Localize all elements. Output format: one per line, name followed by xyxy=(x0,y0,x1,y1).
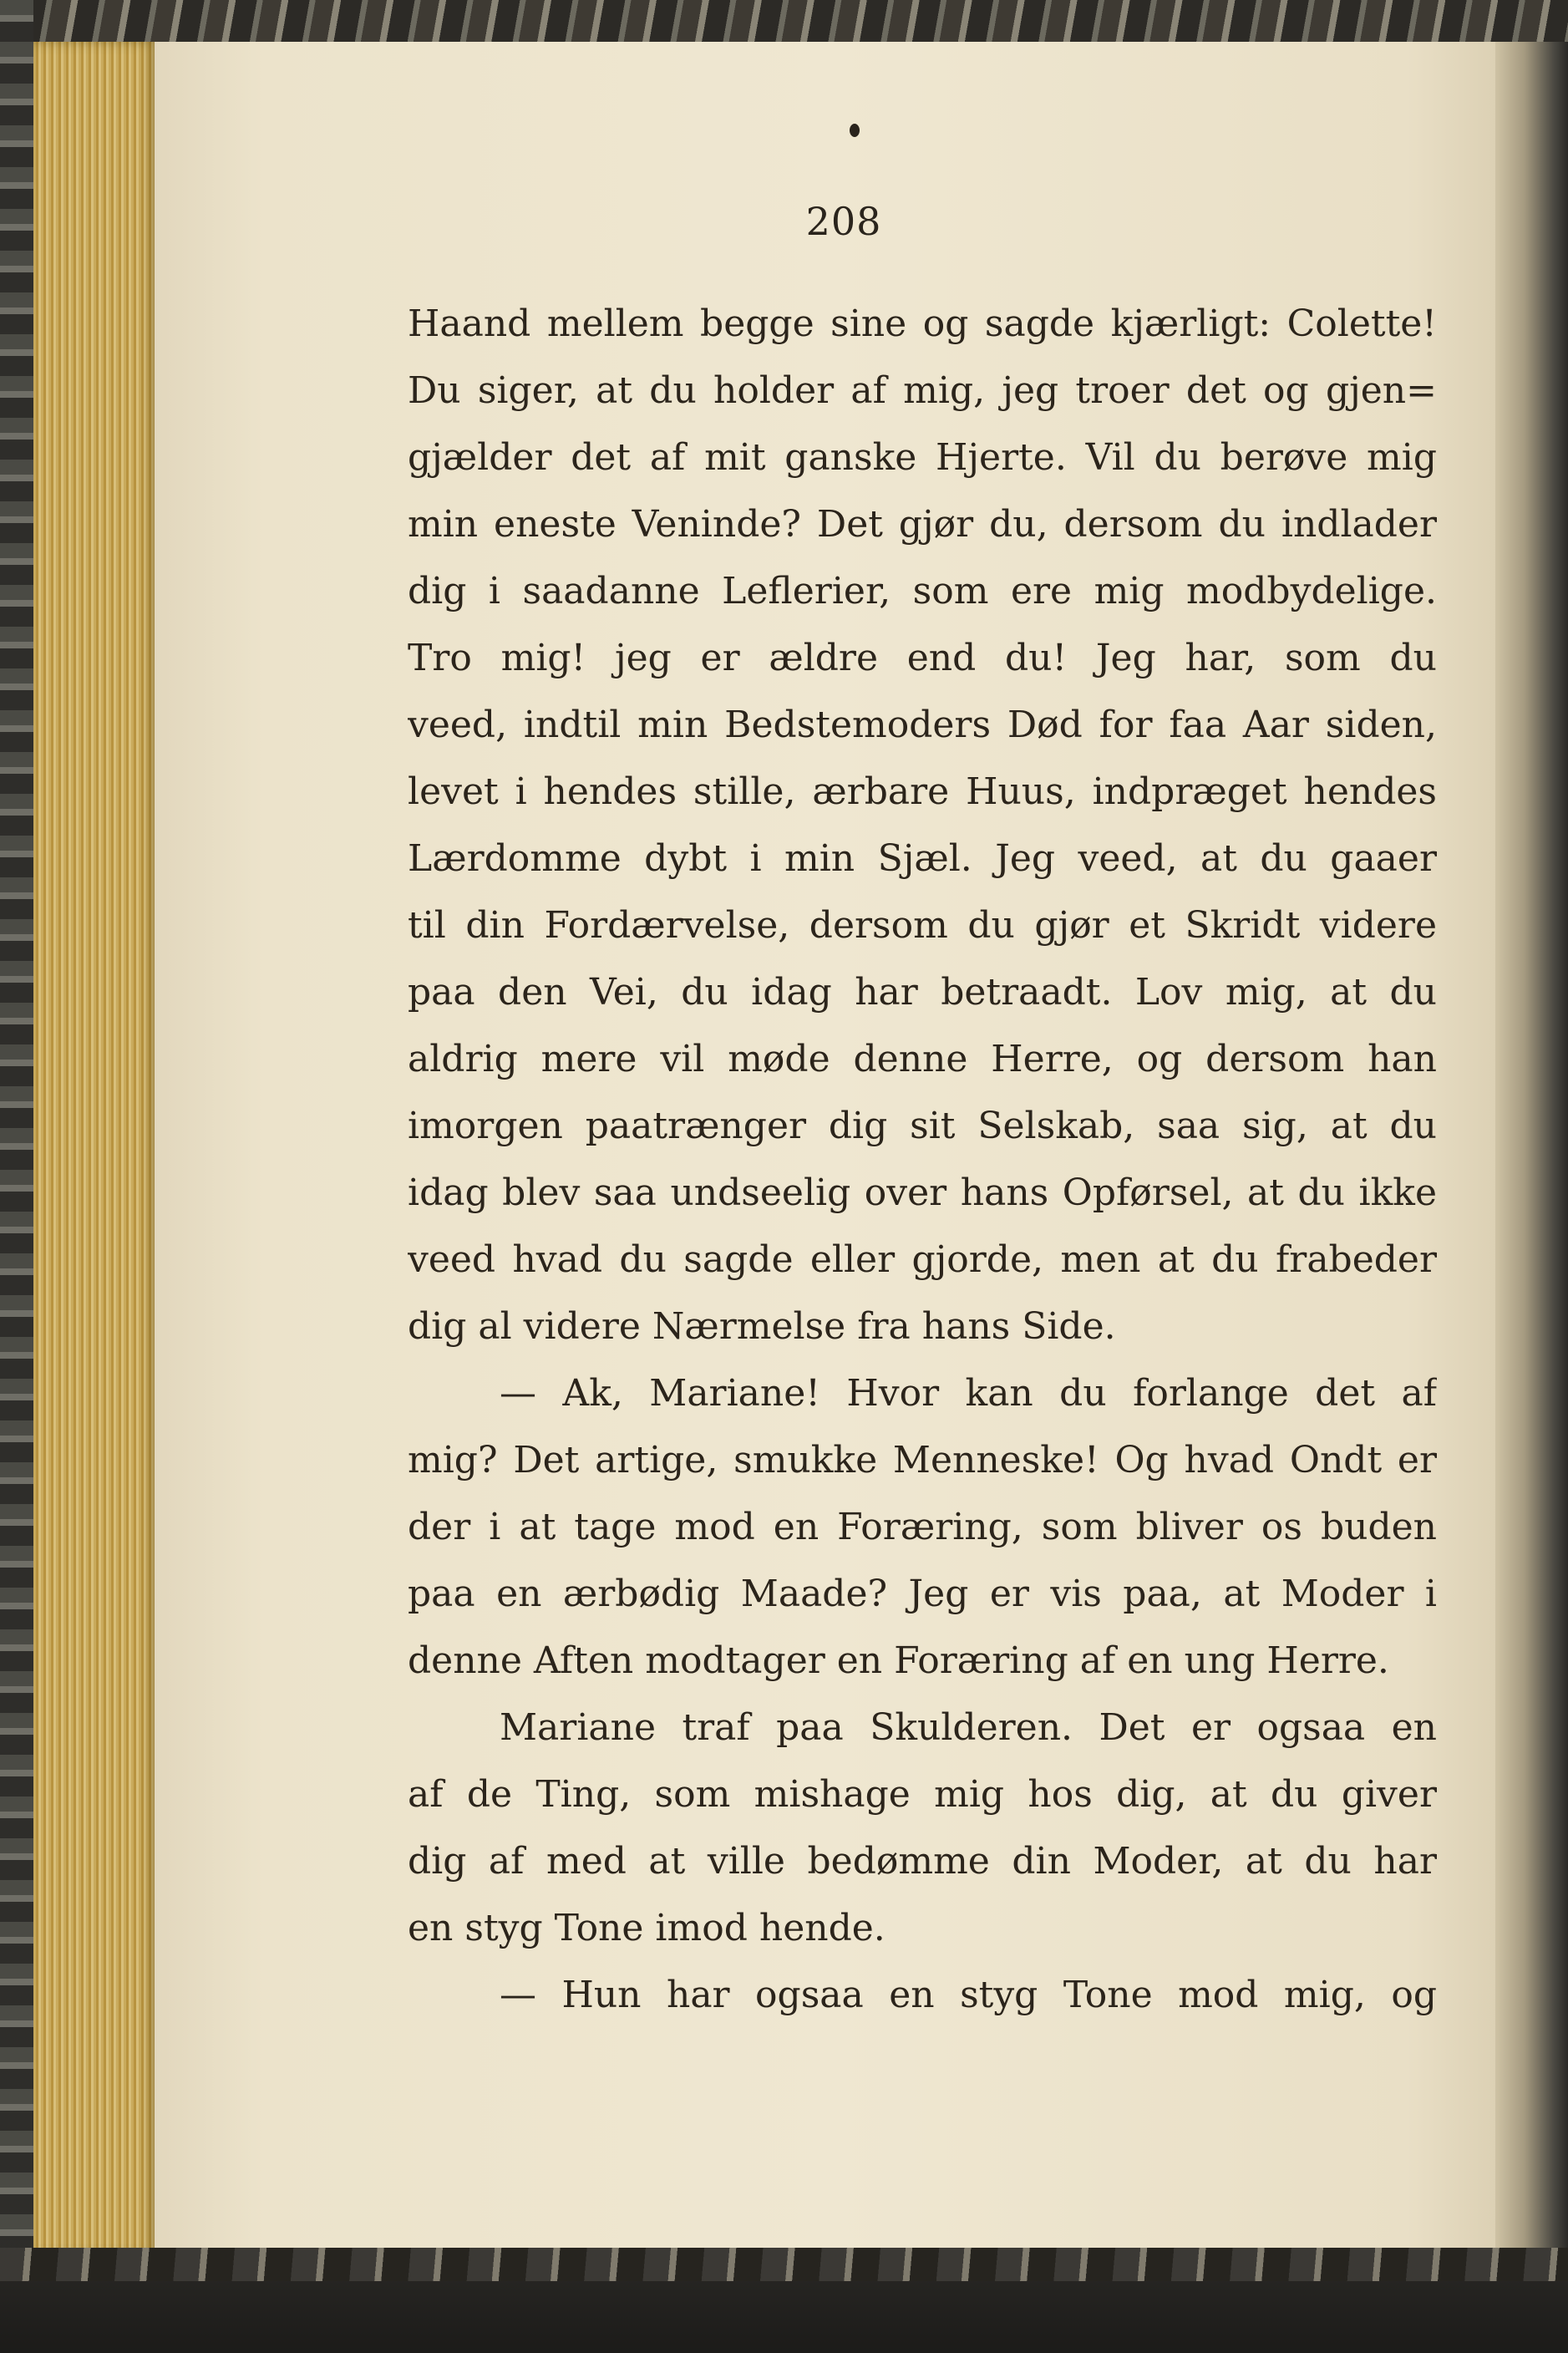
text-line: — Hun har ogsaa en styg Tone mod mig, og xyxy=(500,1974,1437,2016)
text-line: denne Aften modtager en Foræring af en ung Herre. xyxy=(408,1639,1389,1682)
cover-left-edge xyxy=(0,0,33,2353)
text-line: paa en ærbødig Maade? Jeg er vis paa, at Moder i xyxy=(408,1573,1437,1615)
text-line: paa den Vei, du idag har betraadt. Lov mig, at du xyxy=(408,971,1437,1014)
text-line: Du siger, at du holder af mig, jeg troer det og gjen= xyxy=(408,369,1437,412)
body-text xyxy=(408,291,1437,2029)
page-number: 208 xyxy=(805,199,882,244)
text-line: dig al videre Nærmelse fra hans Side. xyxy=(408,1305,1116,1348)
text-line: mig? Det artige, smukke Menneske! Og hvad Ondt er xyxy=(408,1439,1437,1481)
printer-mark xyxy=(850,124,860,137)
text-line: Mariane traf paa Skulderen. Det er ogsaa en xyxy=(500,1706,1437,1749)
text-line: dig af med at ville bedømme din Moder, at du har xyxy=(408,1840,1437,1883)
text-line: — Ak, Mariane! Hvor kan du forlange det af xyxy=(500,1372,1437,1415)
text-line: imorgen paatrænger dig sit Selskab, saa sig, at du xyxy=(408,1105,1437,1147)
text-line: Haand mellem begge sine og sagde kjærligt: Colette! xyxy=(408,302,1437,345)
text-line: idag blev saa undseelig over hans Opførsel, at du ikke xyxy=(408,1171,1437,1214)
text-line: af de Ting, som mishage mig hos dig, at du giver xyxy=(408,1773,1437,1816)
page-gutter-shadow xyxy=(1495,42,1568,2256)
text-line: Tro mig! jeg er ældre end du! Jeg har, som du xyxy=(408,637,1437,679)
text-line: Lærdomme dybt i min Sjæl. Jeg veed, at du gaaer xyxy=(408,837,1437,880)
text-line: der i at tage mod en Foræring, som bliver os buden xyxy=(408,1506,1437,1548)
text-line: til din Fordærvelse, dersom du gjør et Skridt videre xyxy=(408,904,1437,947)
text-line: levet i hendes stille, ærbare Huus, indpræget hendes xyxy=(408,770,1437,813)
gilt-page-edges xyxy=(33,42,159,2256)
text-line: veed, indtil min Bedstemoders Død for faa Aar siden, xyxy=(408,704,1437,746)
text-line: dig i saadanne Leflerier, som ere mig modbydelige. xyxy=(408,570,1437,612)
text-line: gjælder det af mit ganske Hjerte. Vil du berøve mig xyxy=(408,436,1437,479)
text-line: min eneste Veninde? Det gjør du, dersom du indlader xyxy=(408,503,1437,546)
cover-bottom-marble xyxy=(0,2248,1568,2281)
text-line: en styg Tone imod hende. xyxy=(408,1907,885,1949)
text-line: veed hvad du sagde eller gjorde, men at du frabeder xyxy=(408,1238,1437,1281)
text-line: aldrig mere vil møde denne Herre, og dersom han xyxy=(408,1038,1437,1080)
